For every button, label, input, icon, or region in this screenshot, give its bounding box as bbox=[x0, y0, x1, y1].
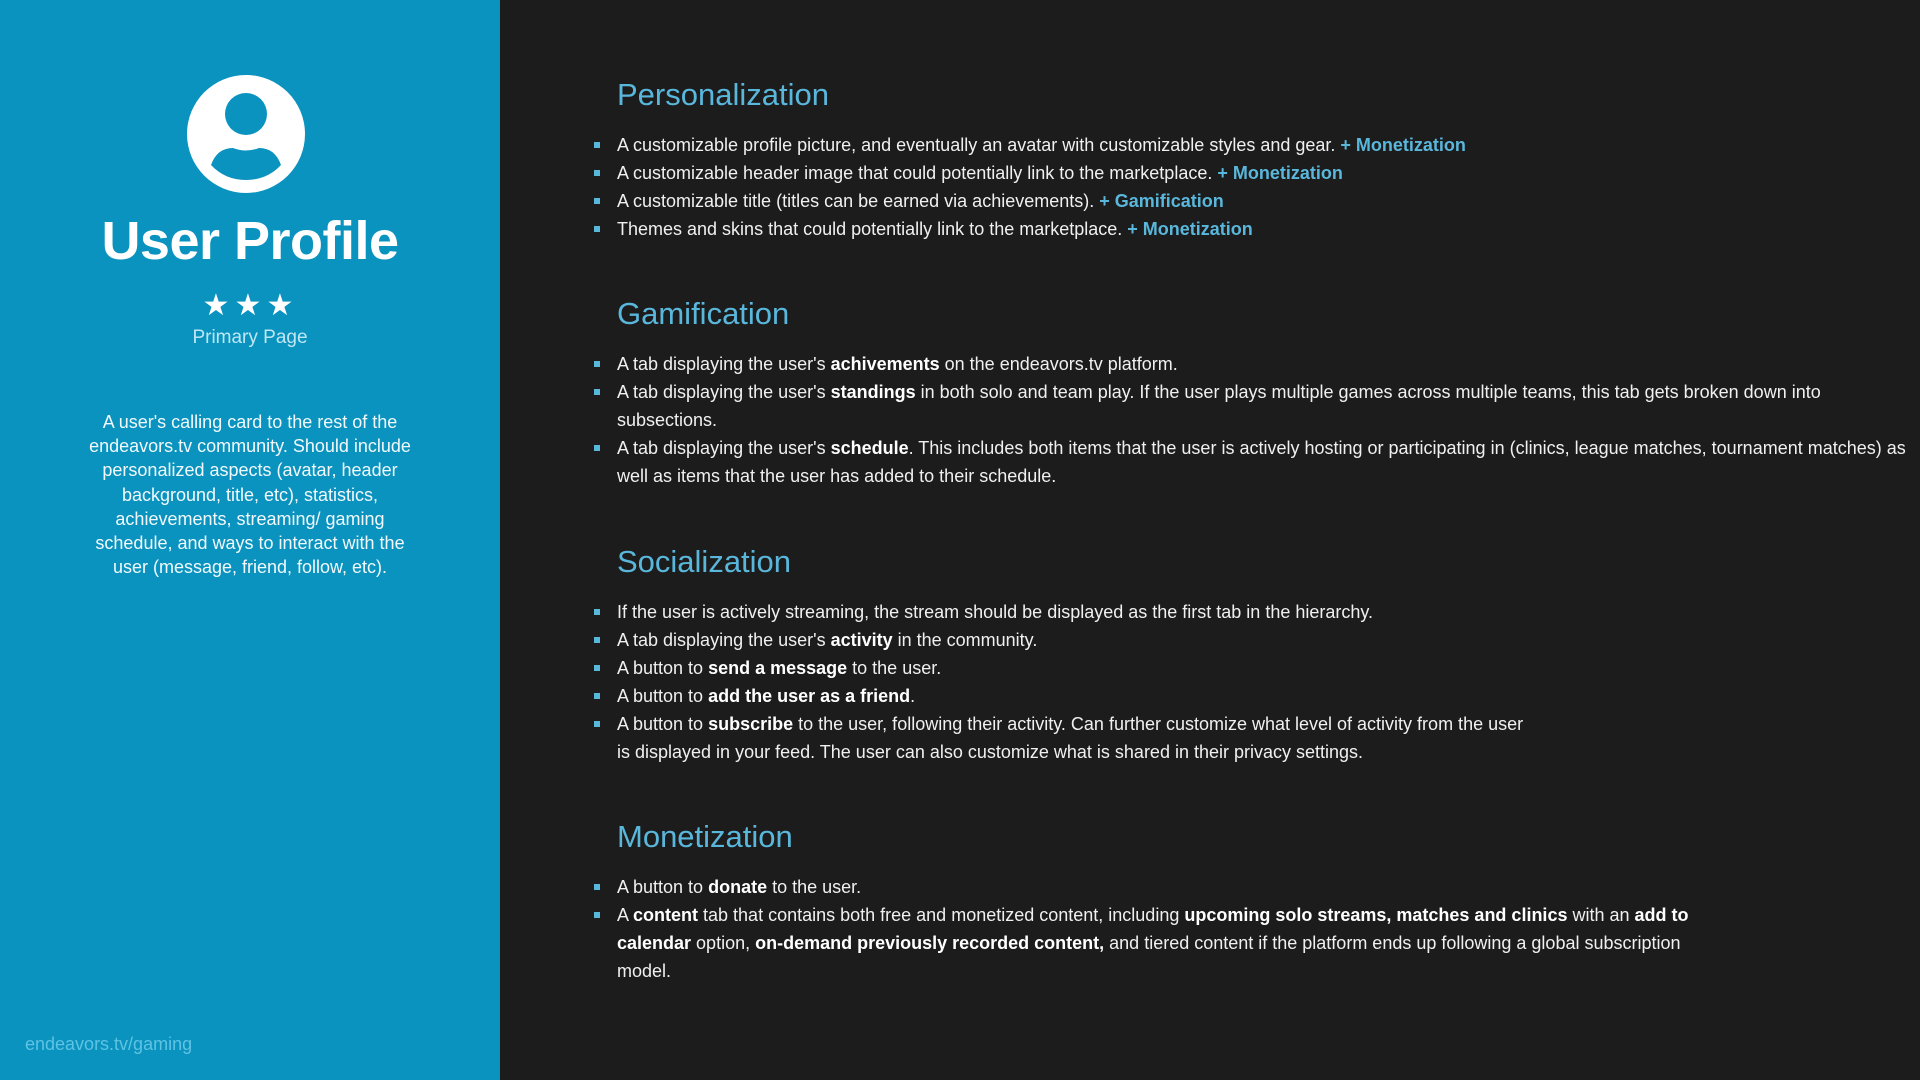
list-item bbox=[617, 710, 1537, 766]
bullet-icon bbox=[594, 170, 600, 176]
item-keyword: on-demand previously recorded content, bbox=[755, 933, 1105, 953]
bullet-icon bbox=[594, 884, 600, 890]
item-text: in both solo and team play. If the user plays multiple games across multiple teams, this tab gets broken down into subsections. bbox=[617, 382, 1821, 430]
bullet-list bbox=[617, 131, 1907, 243]
item-text: . bbox=[910, 686, 916, 706]
item-text: A button to bbox=[617, 714, 709, 734]
list-item bbox=[617, 187, 1907, 215]
bullet-icon bbox=[594, 609, 600, 615]
footer-link[interactable]: endeavors.tv/gaming bbox=[25, 1034, 193, 1054]
item-keyword: activity bbox=[830, 630, 893, 650]
bullet-icon bbox=[594, 389, 600, 395]
list-item bbox=[617, 350, 1907, 378]
item-text: A tab displaying the user's bbox=[617, 630, 831, 650]
list-item bbox=[617, 131, 1907, 159]
item-text: . This includes both items that the user is actively hosting or participating in (clinics, league matches, tournament matches) as well as items that the user has added to their schedule. bbox=[617, 438, 1906, 486]
item-text: to the user. bbox=[767, 877, 862, 897]
page-type-label: Primary Page bbox=[192, 327, 308, 348]
item-text: tab that contains both free and monetized content, including bbox=[698, 905, 1185, 925]
bullet-icon bbox=[594, 912, 600, 918]
item-text: Themes and skins that could potentially link to the marketplace. bbox=[617, 219, 1128, 239]
section-personalization bbox=[617, 75, 1907, 243]
list-item bbox=[617, 682, 1537, 710]
section-gamification bbox=[617, 294, 1907, 490]
item-text: If the user is actively streaming, the stream should be displayed as the first tab in the hierarchy. bbox=[617, 602, 1374, 622]
item-text: A button to bbox=[617, 686, 709, 706]
list-item bbox=[617, 901, 1697, 985]
list-item bbox=[617, 626, 1537, 654]
item-keyword: standings bbox=[830, 382, 916, 402]
bullet-icon bbox=[594, 361, 600, 367]
item-text: to the user. bbox=[847, 658, 942, 678]
star-icon: ★ bbox=[234, 289, 266, 322]
item-text: A button to bbox=[617, 877, 709, 897]
item-keyword: subscribe bbox=[708, 714, 794, 734]
list-item bbox=[617, 159, 1907, 187]
bullet-list bbox=[617, 598, 1537, 766]
item-keyword: achivements bbox=[830, 354, 940, 374]
sidebar bbox=[0, 0, 500, 1080]
item-text: to the user, following their activity. Can further customize what level of activity from the user is displayed in your feed. The user can also customize what is shared in their privacy settings. bbox=[617, 714, 1524, 762]
page-title: User Profile bbox=[101, 211, 399, 271]
list-item bbox=[617, 654, 1537, 682]
section-heading: Monetization bbox=[617, 819, 793, 854]
item-text: A customizable profile picture, and eventually an avatar with customizable styles and gear. bbox=[617, 135, 1341, 155]
list-item bbox=[617, 873, 1697, 901]
item-text: with an bbox=[1567, 905, 1635, 925]
item-keyword: donate bbox=[708, 877, 768, 897]
item-text: A tab displaying the user's bbox=[617, 382, 831, 402]
list-item bbox=[617, 434, 1907, 490]
section-monetization bbox=[617, 817, 1907, 985]
bullet-icon bbox=[594, 637, 600, 643]
bullet-list bbox=[617, 350, 1907, 490]
item-text: A bbox=[617, 905, 634, 925]
item-text: on the endeavors.tv platform. bbox=[939, 354, 1178, 374]
list-item bbox=[617, 215, 1907, 243]
bullet-icon bbox=[594, 693, 600, 699]
section-heading: Personalization bbox=[617, 77, 829, 112]
bullet-icon bbox=[594, 665, 600, 671]
item-text: A tab displaying the user's bbox=[617, 438, 831, 458]
main-content bbox=[500, 0, 1920, 1080]
item-text: and tiered content if the platform ends up following a global subscription model. bbox=[617, 933, 1681, 981]
item-keyword: content bbox=[633, 905, 699, 925]
tag-monetization: + Monetization bbox=[1340, 135, 1466, 155]
item-text: A customizable header image that could potentially link to the marketplace. bbox=[617, 163, 1218, 183]
bullet-icon bbox=[594, 198, 600, 204]
bullet-icon bbox=[594, 142, 600, 148]
page-description: A user's calling card to the rest of the endeavors.tv community. Should include personalized aspects (avatar, header background, title, etc), statistics, achievements, streaming/ gaming schedule, and ways to interact with the user (message, friend, follow, etc). bbox=[89, 412, 411, 578]
item-text: A button to bbox=[617, 658, 709, 678]
bullet-list bbox=[617, 873, 1697, 985]
bullet-icon bbox=[594, 226, 600, 232]
item-text: option, bbox=[691, 933, 756, 953]
star-icon: ★ bbox=[202, 289, 234, 322]
list-item bbox=[617, 598, 1537, 626]
section-heading: Socialization bbox=[617, 544, 792, 579]
item-text: in the community. bbox=[892, 630, 1038, 650]
bullet-icon bbox=[594, 445, 600, 451]
item-keyword: add the user as a friend bbox=[708, 686, 911, 706]
tag-monetization: + Monetization bbox=[1127, 219, 1253, 239]
item-keyword: add to calendar bbox=[617, 905, 1689, 953]
item-text: A tab displaying the user's bbox=[617, 354, 831, 374]
list-item bbox=[617, 378, 1907, 434]
bullet-icon bbox=[594, 721, 600, 727]
section-socialization bbox=[617, 542, 1907, 766]
rating-stars bbox=[0, 290, 500, 322]
item-text: A customizable title (titles can be earned via achievements). bbox=[617, 191, 1100, 211]
user-circle-icon bbox=[187, 75, 305, 193]
tag-gamification: + Gamification bbox=[1099, 191, 1224, 211]
tag-monetization: + Monetization bbox=[1217, 163, 1343, 183]
item-keyword: send a message bbox=[708, 658, 848, 678]
item-keyword: upcoming solo streams, matches and clinics bbox=[1184, 905, 1568, 925]
item-keyword: schedule bbox=[830, 438, 909, 458]
section-heading: Gamification bbox=[617, 296, 790, 331]
star-icon: ★ bbox=[266, 289, 298, 322]
